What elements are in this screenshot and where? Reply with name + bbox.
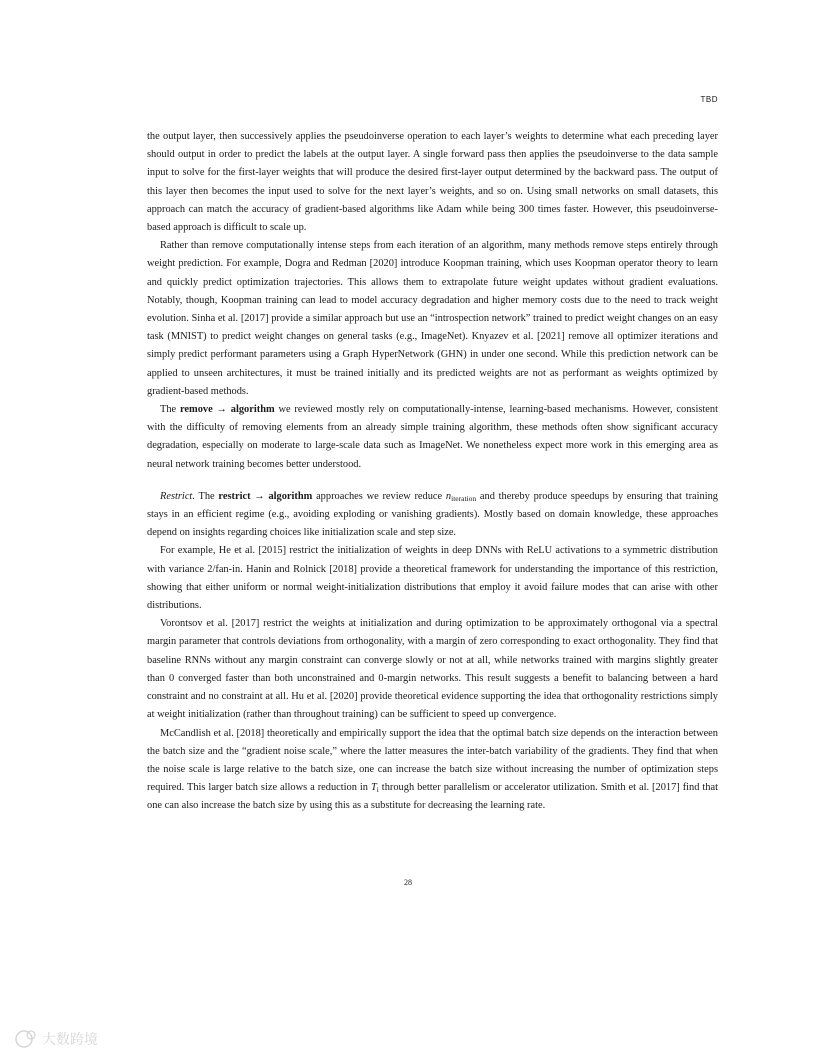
n-iteration-subscript: iteration [451,493,477,503]
t-i-var: T [370,782,377,794]
paragraph-7-rest: through better parallelism or accelerator utilization. Smith et al. [2017] find that one can also increase the batch size by using this as a substitute for decreasing the learning rate. [147,782,718,812]
remove-algorithm-term: remove → algorithm [180,404,275,416]
running-head: TBD [700,95,718,104]
restrict-label: Restrict. [160,490,195,502]
paragraph-5: For example, He et al. [2015] restrict the initialization of weights in deep DNNs with ReLU activations to a symmetric distribution with variance 2/fan-in. Hanin and Rolnick [2018] provide a theoretical framework for understanding the importance of this restriction, showing that either uniform or normal weight-initialization distributions that employ it avoid failure modes that can arise with other distributions. [147,545,718,612]
paragraph-6: Vorontsov et al. [2017] restrict the weights at initialization and during optimization to be approximately orthogonal via a spectral margin parameter that controls deviations from orthogonality, with a margin of zero corresponding to exact orthogonality. They find that baseline RNNs without any margin constraint can converge slowly or not at all, while networks trained with margins slightly greater than 0 converged faster than both unconstrained and 0-margin networks. This result suggests a benefit to balancing between a hard constraint and no constraint at all. Hu et al. [2020] provide theoretical evidence supporting the idea that orthogonality restrictions simply at weight initialization (rather than throughout training) can be sufficient to speed up convergence. [147,618,718,721]
watermark-logo [14,1027,114,1051]
page-number: 28 [404,878,412,887]
paragraph-3-rest: we reviewed mostly rely on computationally-intense, learning-based mechanisms. However, consistent with the difficulty of removing elements from an already simple training algorithm, these methods often show significant accuracy degradation, especially on moderate to large-scale data such as ImageNet. We nonetheless expect more work in this emerging area as neural network training becomes better understood. [147,404,718,470]
paragraph-restrict-mid: approaches we review reduce [312,490,446,502]
paragraph-7-start: McCandlish et al. [2018] theoretically and empirically support the idea that the optimal batch size depends on the interaction between the batch size and the “gradient noise scale,” where the latter measures the inter-batch variability of the gradients. They find that when the noise scale is large relative to the batch size, one can increase the batch size without increasing the number of optimization steps required. This larger batch size allows a reduction in [147,727,718,794]
t-i-subscript: i [376,785,379,795]
watermark-text: 大数跨境 [42,1032,98,1048]
paragraph-restrict-start: The [194,490,219,502]
paragraph-1: the output layer, then successively applies the pseudoinverse operation to each layer’s weights to determine what each preceding layer should output in order to predict the labels at the output layer. A single forward pass then applies the pseudoinverse to the data sample input to solve for the first-layer weights that will produce the desired first-layer output determined by the backward pass. The output of this layer then becomes the input used to solve for the next layer’s weights, and so on. Using small networks on small datasets, this approach can match the accuracy of gradient-based algorithms like Adam while being 300 times faster. However, this pseudoinverse-based approach is difficult to scale up. [147,131,718,234]
restrict-algorithm-term: restrict → algorithm [218,490,313,502]
paragraph-3 [147,401,718,474]
n-iteration-var: n [445,490,452,502]
paragraph-7 [147,725,718,816]
paragraph-2: Rather than remove computationally intense steps from each iteration of an algorithm, many methods remove steps entirely through weight prediction. For example, Dogra and Redman [2020] introduce Koopman training, which uses Koopman operator theory to learn and quickly predict optimization trajectories. This allows them to extrapolate future weight updates without gradient evaluations. Notably, though, Koopman training can lead to model accuracy degradation and higher memory costs due to the need to track weight evolution. Sinha et al. [2017] provide a similar approach but use an “introspection network” trained to predict weight changes on an easy task (MNIST) to predict weight changes on general tasks (e.g., ImageNet). Knyazev et al. [2021] remove all optimizer iterations and simply predict performant parameters using a Graph HyperNetwork (GHN) in under one second. While this prediction network can be applied to unseen architectures, it must be trained initially and its predicted weights are not as performant as weights optimized by gradient-based methods. [147,240,718,397]
paragraph-3-start: The [160,404,180,416]
paragraph-restrict-rest: and thereby produce speedups by ensuring that training stays in an efficient regime (e.g., avoiding exploding or vanishing gradients). Mostly based on domain knowledge, these approaches depend on insights regarding choices like initialization scale and step size. [147,490,718,539]
paragraph-restrict [147,488,718,543]
body-text [147,128,718,816]
